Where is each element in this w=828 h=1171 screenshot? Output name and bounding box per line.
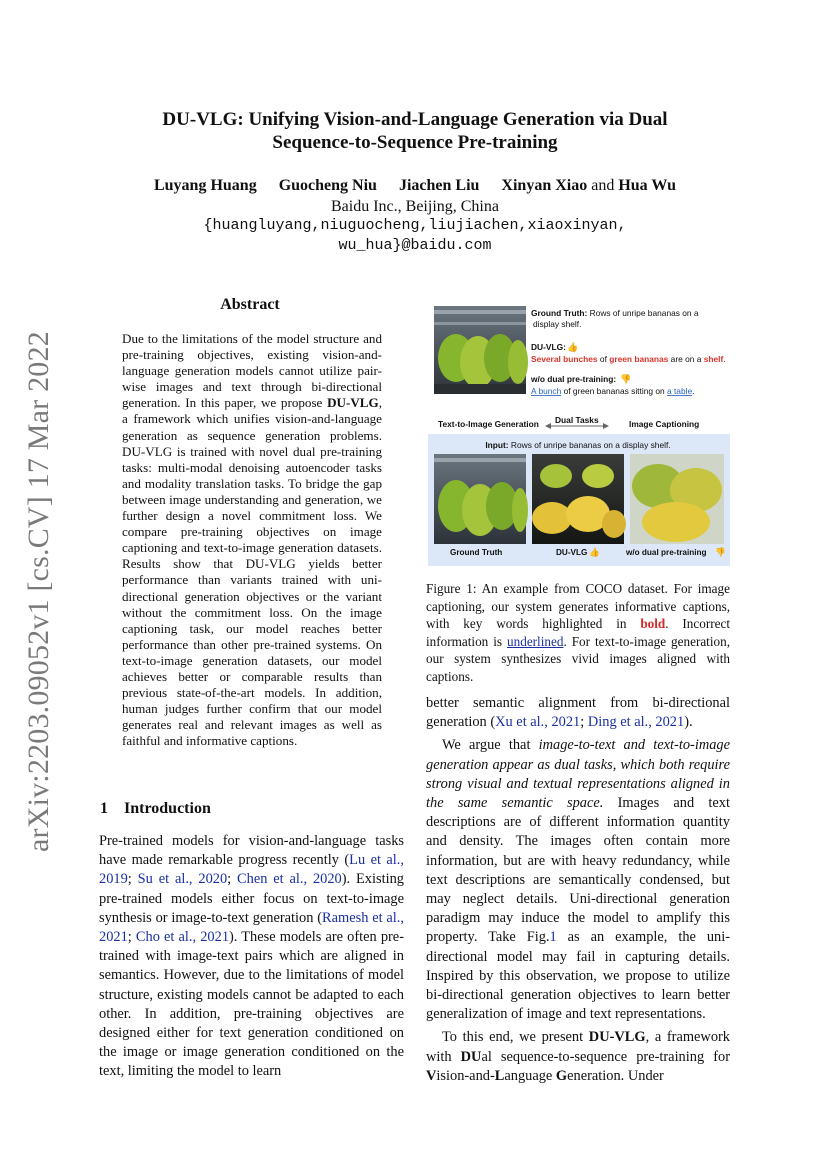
duvlg-caption [531,354,726,364]
ground-truth-image [434,454,528,544]
bold-letter: V [426,1067,437,1084]
text-run: . For text-to-image generation, our system synthesizes vivid images aligned with captions. [426,633,730,684]
text-run: better semantic alignment from bi-directional generation ( [426,695,730,731]
citation-link[interactable]: Lu et al., 2019 [99,852,404,888]
citation-link[interactable]: Ding et al., 2021 [587,714,685,731]
title-line-1: DU-VLG: Unifying Vision-and-Language Generation via Dual [162,109,668,130]
text-run: as an example, the uni-directional model may fail in capturing details. Inspired by this observation, we propose to utilize bi-directional generation objectives to learn better generalization of image and text representations. [426,929,730,1023]
wo-dual-image [630,454,724,544]
text-run: are on a [668,354,704,364]
thumbs-up-icon: 👍 [589,547,600,557]
intro-paragraph [99,832,404,1082]
author-conjunction: and [591,177,615,194]
thumbs-down-icon: 👎 [620,374,632,384]
duvlg-label: DU-VLG: [531,342,566,352]
text-run: ; [127,871,138,888]
text-run: To this end, we present [442,1029,589,1046]
abstract-text [122,331,382,749]
section-title: Introduction [124,800,211,817]
text-run: ). [684,714,693,731]
figure-1-caption [426,580,730,685]
text-run: . [723,354,726,364]
section-number: 1 [100,800,108,817]
text-run: Pre-trained models for vision-and-language tasks have made remarkable progress recently ( [99,833,404,869]
keyword: Several bunches [531,354,598,364]
author-list [100,176,730,196]
duvlg-image [532,454,626,544]
text-run: of [597,354,610,364]
bold-letter: DU [460,1048,482,1065]
paragraph [426,1028,730,1086]
emphasis-text: image-to-text and text-to-image generation appear as dual tasks, which both require strong visual and textual representations aligned in the same semantic space. [426,737,730,812]
figure-reference-link[interactable]: 1 [549,929,557,946]
underlined-word: underlined [507,633,564,649]
text-run: , a framework with [426,1029,730,1065]
incorrect-word: a table [666,386,693,396]
text-run: We argue that [442,737,539,754]
paragraph [426,736,730,1024]
paragraph [426,694,730,732]
title-line-2: Sequence-to-Sequence Pre-training [272,132,558,153]
email-line-2: wu_hua}@baidu.com [338,237,492,254]
duvlg-image-label: DU-VLG [556,548,588,557]
figure-1 [428,300,730,570]
text-run: ). These models are often pre-trained with image-text pairs which are aligned in semantics. However, due to the limitations of model structure, existing models cannot be adapted to each other. In addition, pre-training objectives are designed either for text generation conditioned on the image or image generation conditioned on the text, limiting the model to learn [99,929,404,1080]
wo-label: w/o dual pre-training: [531,374,617,384]
email-line-1: {huangluyang,niuguocheng,liujiachen,xiaoxinyan, [203,217,627,234]
text-run: anguage [504,1067,556,1084]
text-run: of green bananas sitting on [561,386,667,396]
incorrect-word: A bunch [531,386,562,396]
image-captioning-label: Image Captioning [629,419,700,429]
right-column-body [426,694,730,1086]
input-label: Input: [485,440,509,450]
affiliation: Baidu Inc., Beijing, China [331,198,499,215]
abstract-text-part: , a framework which unifies vision-and-language generation as sequence generation problems. DU-VLG is trained with novel dual pre-training tasks: multi-modal denoising autoencoder tasks and modality translation tasks. To bridge the gap between image understanding and generation, we further design a novel commitment loss. We compare pre-training objectives on image captioning and text-to-image generation datasets. Results show that DU-VLG yields better performance than variants trained with uni-directional generation objectives or the variant without the commitment loss. On the image captioning task, our model reaches better performance than other pre-trained systems. On text-to-image generation datasets, our model achieves better or comparable results than previous state-of-the-art models. In addition, human judges further confirm that our model generates real and relevant images as well as faithful and informative captions. [122,395,382,749]
gt-caption-line-2: display shelf. [533,319,582,329]
text-run: Images and text descriptions are of different information quantity and density. The images often contain more information, but are with heavy redundancy, while text descriptions are semantically condensed, but may neglect details. Uni-directional generation paradigm may induce the model to amplify this property. Take Fig. [426,795,730,946]
input-text: Rows of unripe bananas on a display shelf. [508,440,671,450]
author-1: Luyang Huang [153,177,257,194]
text-run: Figure 1: An example from COCO dataset. For image captioning, our system generates informative captions, with key words highlighted in [426,581,730,631]
arxiv-stamp: arXiv:2203.09052v1 [cs.CV] 17 Mar 2022 [22,331,55,852]
thumbs-down-icon: 👎 [715,547,726,557]
text-run: . [692,386,695,396]
text-run: ; [580,714,588,731]
thumbs-up-icon: 👍 [567,342,579,352]
citation-link[interactable]: Xu et al., 2021 [495,714,581,731]
text-run: . Incorrect information is [426,616,730,649]
keyword: green bananas [609,354,669,364]
abstract-heading: Abstract [220,296,280,313]
bold-letter: L [494,1067,505,1084]
section-heading-introduction [100,800,211,818]
abstract-text-part: Due to the limitations of the model structure and pre-training objectives, existing vision-and-language generation models cannot utilize pair-wise images and text through bi-directional generation. In this paper, we propose [122,331,382,411]
author-2: Guocheng Niu [278,177,377,194]
text-run: eneration. Under [567,1067,664,1084]
bold-keyword: bold [640,616,666,631]
email-block [100,216,730,256]
text-to-image-label: Text-to-Image Generation [438,419,539,429]
text-run: ; [227,871,238,888]
text-run: ; [127,929,136,946]
dual-tasks-label: Dual Tasks [555,415,599,425]
gt-caption [531,308,699,318]
ground-truth-label: Ground Truth [450,548,503,557]
citation-link[interactable]: Su et al., 2020 [137,871,228,888]
citation-link[interactable]: Cho et al., 2021 [135,929,230,946]
bold-letter: G [555,1067,568,1084]
citation-link[interactable]: Chen et al., 2020 [237,871,342,888]
citation-link[interactable]: Ramesh et al., 2021 [99,909,404,946]
author-3: Jiachen Liu [398,177,480,194]
text-run: ). Existing pre-trained models either focus on text-to-image synthesis or image-to-text generation ( [99,871,404,926]
paper-title [120,108,710,154]
model-name: DU-VLG [588,1029,646,1046]
author-4: Xinyan Xiao [501,177,588,194]
gt-label: Ground Truth: [531,308,588,318]
abstract-model-name: DU-VLG [327,395,379,411]
input-caption [485,440,670,450]
ground-truth-photo-top [434,306,528,394]
wo-dual-image-label: w/o dual pre-training [626,548,707,557]
gt-text: Rows of unripe bananas on a [587,308,699,318]
keyword: shelf [703,354,724,364]
author-5: Hua Wu [618,177,676,194]
text-run: al sequence-to-sequence pre-training for [481,1048,730,1065]
text-run: ision-and- [436,1067,495,1084]
wo-caption [531,386,694,396]
